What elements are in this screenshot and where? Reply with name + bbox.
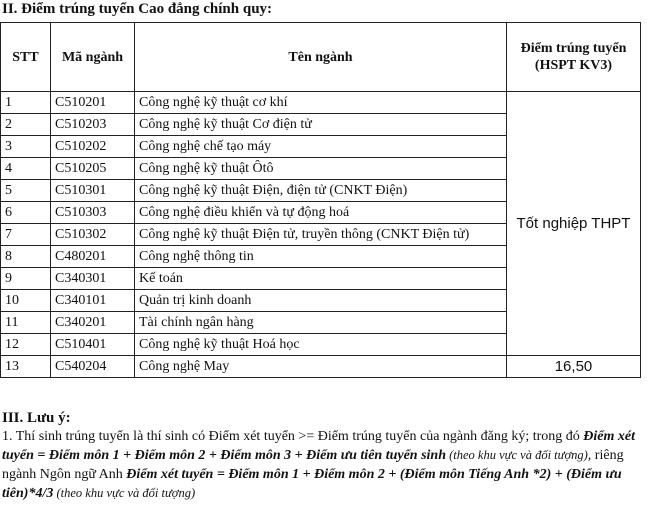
row-stt: 1 [1,92,51,114]
merged-score-cell: Tốt nghiệp THPT [507,92,641,356]
row-code: C510401 [51,334,135,356]
admission-score-table [0,22,641,378]
row-stt: 13 [1,356,51,378]
header-score: Điểm trúng tuyển (HSPT KV3) [507,23,641,92]
row-name: Công nghệ kỹ thuật Điện, điện tử (CNKT Điện) [135,180,507,202]
row-stt: 12 [1,334,51,356]
row-stt: 3 [1,136,51,158]
row-stt: 10 [1,290,51,312]
row-stt: 4 [1,158,51,180]
row-stt: 11 [1,312,51,334]
row-name: Quản trị kinh doanh [135,290,507,312]
row-name: Tài chính ngân hàng [135,312,507,334]
note-text: , riêng ngành Ngôn ngữ Anh [2,448,624,482]
row-name: Công nghệ chế tạo máy [135,136,507,158]
note-formula-english: Điểm xét tuyển = Điểm môn 1 + Điểm môn 2 + (Điểm môn Tiếng Anh *2) + (Điểm ưu tiên)*4/3 [2,466,622,501]
row-name: Công nghệ kỹ thuật cơ khí [135,92,507,114]
row-code: C340101 [51,290,135,312]
notes-section [2,409,654,504]
row-name: Công nghệ kỹ thuật Cơ điện tử [135,114,507,136]
row-stt: 6 [1,202,51,224]
row-name: Công nghệ thông tin [135,246,507,268]
row-code: C510203 [51,114,135,136]
header-code: Mã ngành [51,23,135,92]
header-name: Tên ngành [135,23,507,92]
row-code: C540204 [51,356,135,378]
table-row [1,356,641,378]
notes-paragraph [2,428,654,504]
row-name: Công nghệ điều khiển và tự động hoá [135,202,507,224]
row-stt: 8 [1,246,51,268]
row-code: C510301 [51,180,135,202]
row-stt: 9 [1,268,51,290]
row-code: C340301 [51,268,135,290]
table-header-row [1,23,641,92]
row-code: C510205 [51,158,135,180]
note-condition: (theo khu vực và đối tượng) [446,448,588,462]
note-text: 1. Thí sinh trúng tuyển là thí sinh có Điểm xét tuyển >= Điểm trúng tuyển của ngành đăng ký; trong đó [2,428,584,444]
table-row [1,92,641,114]
row-name: Công nghệ May [135,356,507,378]
row-code: C510303 [51,202,135,224]
row-name: Kế toán [135,268,507,290]
row-code: C510202 [51,136,135,158]
row-code: C510201 [51,92,135,114]
note-formula: Điểm xét tuyển = Điểm môn 1 + Điểm môn 2 + Điểm môn 3 + Điểm ưu tiên tuyển sinh [2,428,635,463]
note-condition: (theo khu vực và đối tượng) [53,486,196,500]
row-stt: 2 [1,114,51,136]
header-stt: STT [1,23,51,92]
notes-title: III. Lưu ý: [2,410,71,426]
row-code: C510302 [51,224,135,246]
row-name: Công nghệ kỹ thuật Điện tử, truyền thông (CNKT Điện tử) [135,224,507,246]
row-name: Công nghệ kỹ thuật Hoá học [135,334,507,356]
row-code: C340201 [51,312,135,334]
last-score-cell: 16,50 [507,356,641,378]
row-stt: 7 [1,224,51,246]
row-name: Công nghệ kỹ thuật Ôtô [135,158,507,180]
row-code: C480201 [51,246,135,268]
row-stt: 5 [1,180,51,202]
section-title: II. Điểm trúng tuyển Cao đẳng chính quy: [2,1,273,17]
